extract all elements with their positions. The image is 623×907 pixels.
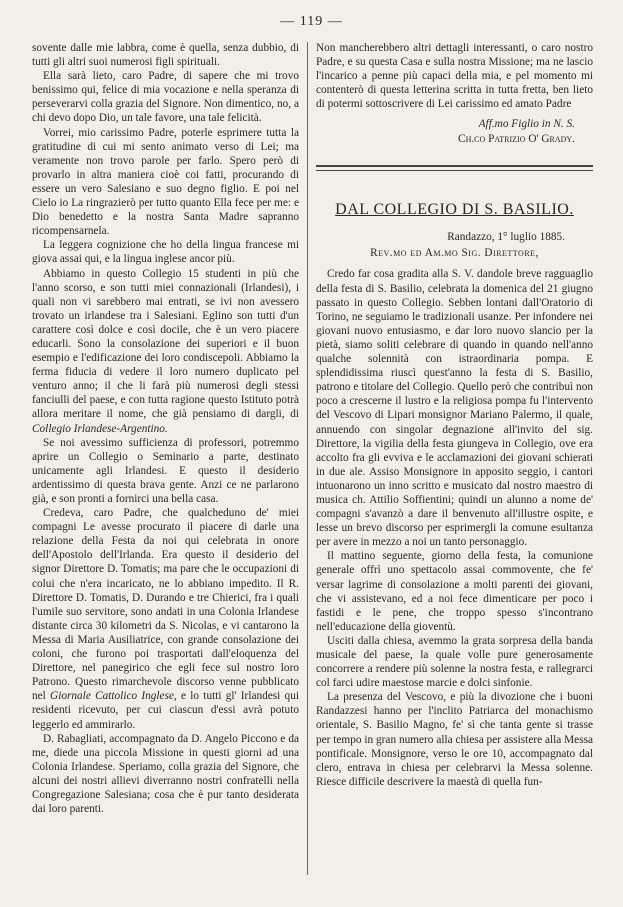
right-paragraph: Usciti dalla chiesa, avemmo la grata sorpresa della banda musicale del paese, la quale volle pure generosamente concorrere a rendere più solenne la nostra festa, e rallegrarci col farci udire maestose marcie e dolci sinfonie.: [316, 634, 593, 690]
left-paragraph: [32, 267, 299, 436]
left-paragraph: La leggera cognizione che ho della lingua francese mi giova assai qui, e la lingua inglese ancor più.: [32, 239, 299, 266]
newspaper-title: Giornale Cattolico Inglese: [50, 690, 174, 703]
section-rule: [316, 165, 593, 171]
left-paragraph-text: Credeva, caro Padre, che qualcheduno de' miei compagni Le avesse procurato il piacere di darle una relazione della Festa da noi qui celebrata in onore dell'Apostolo dell'Irlanda. Era questo il desiderio del signor Direttore D. Tomatis; ma pare che le occupazioni di colui che n'era incaricato, ne lo abbiano impedito. Il R. Direttore D. Tomatis, D. Durando e tre Chierici, fra i quali l'umile suo servitore, sono andati in una Colonia Irlandese distante circa 30 kilometri da S. Nicolas, e vi cantarono la Messa di Maria Ausiliatrice, con grande consolazione dei coloni, che furono poi trasportati dall'eloquenza del Direttore, nel panegirico che egli fece sul nostro loro Patrono. Questo rimarchevole discorso venne pubblicato nel: [32, 507, 299, 703]
signature-closing: Aff.mo Figlio in N. S.: [478, 118, 575, 131]
left-paragraph-text: , e lo tutti gl' Irlandesi qui residenti ricevuto, per cui ciascun d'essi avrà potuto leggerlo ed ammirarlo.: [32, 690, 299, 731]
left-paragraph: sovente dalle mie labbra, come è quella, senza dubbio, di tutti gli altri suoi numerosi figli spirituali.: [32, 42, 299, 69]
right-paragraph: Non mancherebbero altri dettagli interessanti, o caro nostro Padre, e su questa Casa e sulla nostra Missione; ma ne lascio l'incarico a penne più capaci della mia, e pel momento mi contenterò di questa letterina scritta in tutta fretta, ben lieto di potermi sottoscrivere di Lei carissimo ed amato Padre: [316, 42, 593, 111]
salutation: Rev.mo ed Am.mo Sig. Direttore,: [370, 247, 539, 260]
right-paragraph: La presenza del Vescovo, e più la divozione che i buoni Randazzesi hanno per l'inclito Patriarca del monachismo orientale, S. Basilio Magno, fe' sì che tanta gente si trasse per tempo in gran numero alla chiesa per assistere alla Messa pontificale. Monsignore, verso le ore 10, accompagnato dal clero, entrava in chiesa per celebrarvi la Messa solenne. Riesce difficile descrivere la maestà di quella fun-: [316, 691, 593, 788]
left-paragraph-text: Abbiamo in questo Collegio 15 studenti in più che l'anno scorso, e son tutti miei connazionali (Irlandesi), i quali non vi sarebbero mai entrati, se ivi non avessero trovato un irlandese tra i Salesiani. Eglino son tutti d'un carattere così dolce e così docile, che è un vero piacere educarli. Sono la consolazione dei superiori e il buon esempio e l'edificazione dei loro condiscepoli. Abbiamo la ferma fiducia di vedere il loro numero duplicato pel venturo anno; il che li farà più numerosi degli stessi fanciulli del paese, e con tutta ragione questo Istituto potrà allora meritare il nome, che già pensiamo di dargli, di: [32, 267, 299, 421]
left-paragraph: D. Rabagliati, accompagnato da D. Angelo Piccono e da me, diede una piccola Missione in questi giorni ad una Colonia Irlandese. Speriamo, colla grazia del Signore, che alcuni dei nostri allievi diverranno nostri confratelli nella Congregazione Salesiana; cosa che è pur tanto desiderata dai loro parenti.: [32, 732, 299, 816]
right-paragraph: Credo far cosa gradita alla S. V. dandole breve ragguaglio della festa di S. Basilio, celebrata la domenica del 21 giugno passato in questo Collegio. Sebben lontani dall'Oratorio di Torino, ne seguiamo le tradizionali usanze. Per infondere nei giovani nuovo entusiasmo, e dar loro nuovo slancio per la pietà, siamo soliti celebrare di quando in quando nell'anno qualche solennità con istraordinaria pompa. E splendidissima riuscì quest'anno la festa di S. Basilio, patrono e titolare del Collegio. Quello però che contribuì non poco a crescerne il lustro e la religiosa pompa fu l'intervento del Vescovo di Lipari monsignor Mariano Palermo, il quale, annuendo con singolar degnazione all'invito del sig. Direttore, la vigilia della festa giungeva in Collegio, ove era accolto fra gli evviva e le acclamazioni dei giovani schierati in due ale. Assiso Monsignore in apposito seggio, i cantori intuonarono un inno scritto e musicato dal nostro maestro di musica ch. Attilio Soffientini; quindi un alunno a nome de' compagni s'avanzò a dare il benvenuto all'illustre ospite, e lesse un brevo discorso per esprimergli la comune esultanza per avere in mezzo a noi un tanto personaggio.: [316, 268, 593, 549]
left-paragraph: Vorrei, mio carissimo Padre, poterle esprimere tutta la gratitudine di cui mi sento animato verso di Lei; ma veramente non trovo parole per farlo. Spero però di provarlo in altra maniera cioè coi fatti, procurando di essere un vero Salesiano e suo degno figlio. E poi nel Cielo io La ringrazierò per tutto quanto Ella fece per me: e Dio benedetto e la nostra Santa Madre sapranno ricompensarnela.: [32, 126, 299, 238]
page-number: — 119 —: [280, 14, 343, 29]
left-paragraph: Ella sarà lieto, caro Padre, di sapere che mi trovo benissimo qui, felice di mia vocazione e nella speranza di perseverarvi colla grazia del Signore. Non dimentico, no, a chi devo dopo Dio, un tale favore, una tale felicità.: [32, 70, 299, 125]
signature-name: Ch.co Patrizio O' Grady.: [458, 133, 575, 146]
section-title: DAL COLLEGIO DI S. BASILIO.: [335, 201, 574, 219]
collegio-name: Collegio Irlandese-Argentino.: [32, 422, 168, 435]
left-paragraph: Se noi avessimo sufficienza di professori, potremmo aprire un Collegio o Seminario a parte, destinato unicamente agli Irlandesi. E questo il desiderio ardentissimo di questa brava gente. Anzi ce ne parlarono già, e son pronti a fornirci una bella casa.: [32, 436, 299, 505]
dateline: Randazzo, 1° luglio 1885.: [447, 231, 565, 244]
right-paragraph: Il mattino seguente, giorno della festa, la comunione generale offrì uno spettacolo assai commovente, che fe' versar lagrime di consolazione a molti parenti dei giovani, che vi assistevano, ed a noi fece dimenticare per poco i fastidi e le pene, che troppo spesso s'incontrano nell'educazione della gioventù.: [316, 550, 593, 633]
column-divider: [307, 42, 308, 875]
left-paragraph: [32, 506, 299, 732]
right-column: [316, 41, 593, 789]
left-column: [32, 41, 299, 816]
